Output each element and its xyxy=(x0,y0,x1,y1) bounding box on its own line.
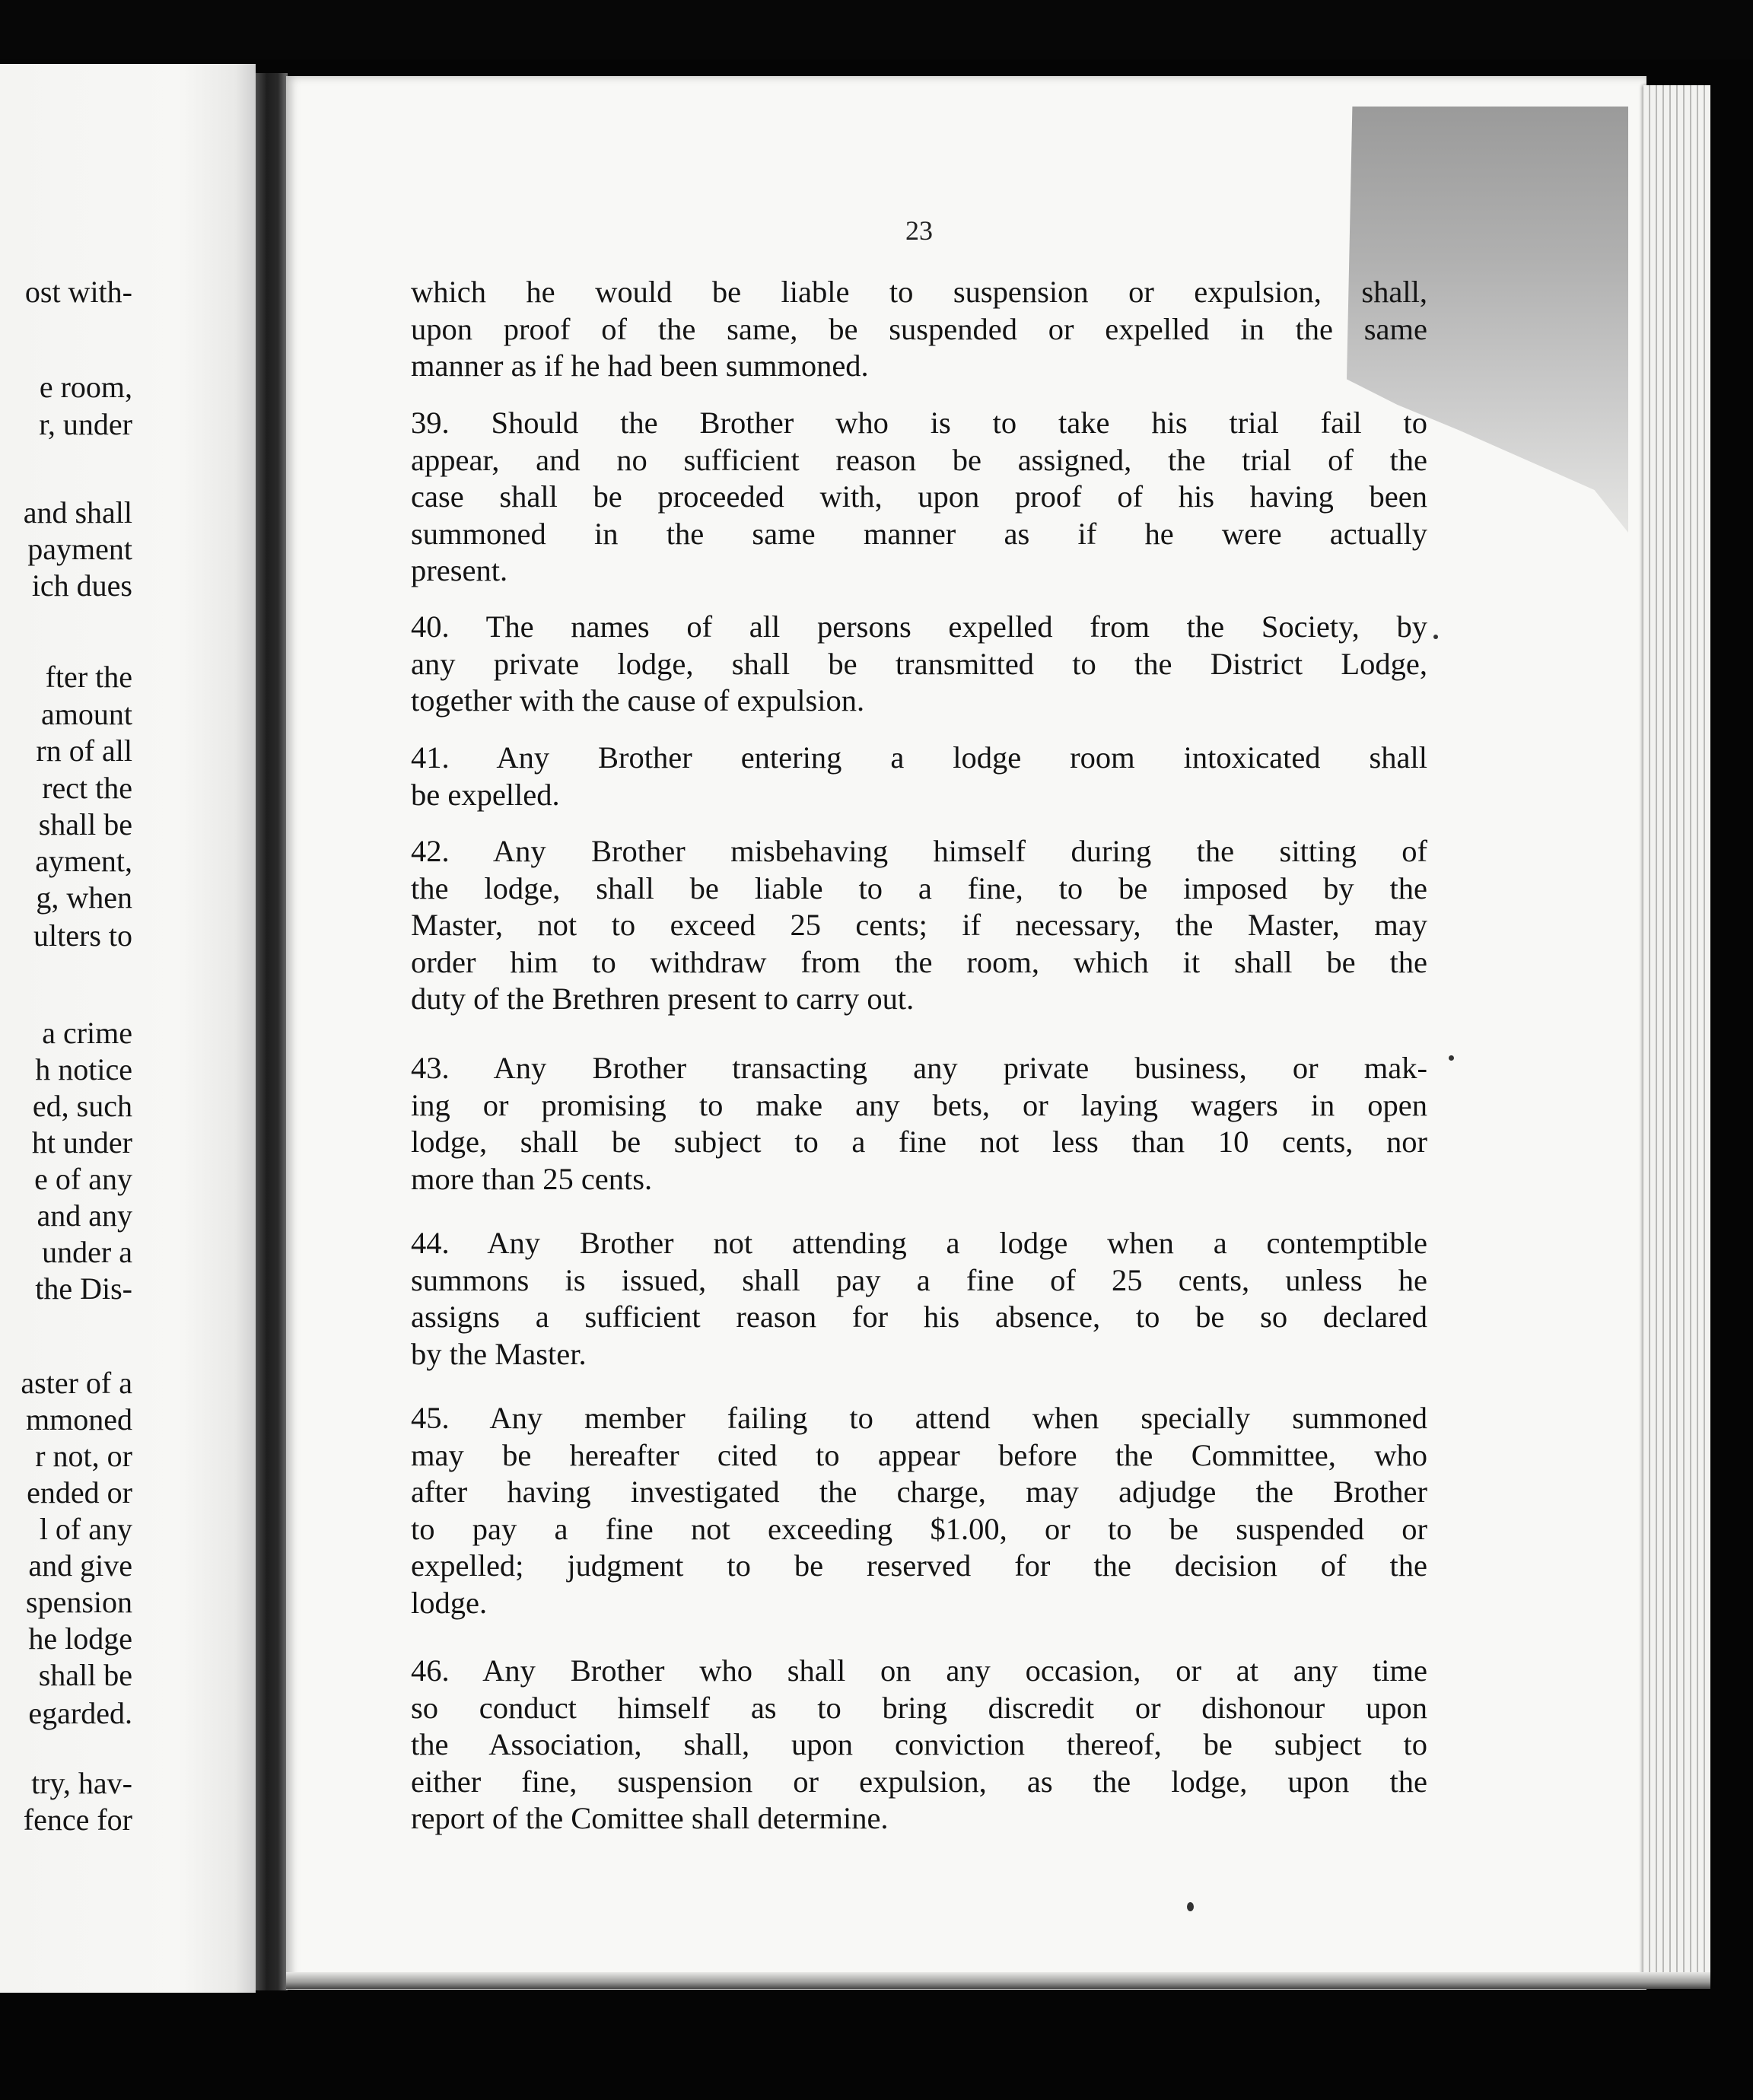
text-line: duty of the Brethren present to carry out. xyxy=(411,982,915,1016)
text-line: more than 25 cents. xyxy=(411,1161,653,1196)
left-page-line: ed, such xyxy=(32,1089,132,1123)
left-page-line: and give xyxy=(28,1548,132,1583)
paragraph-41 xyxy=(411,740,1427,813)
paragraph-continued xyxy=(411,274,1427,385)
text-line: report of the Comittee shall determine. xyxy=(411,1801,889,1835)
text-line: appear, and no sufficient reason be assigned, the trial of the xyxy=(411,442,1427,477)
paragraph-43 xyxy=(411,1050,1427,1198)
text-line: Master, not to exceed 25 cents; if necessary, the Master, may xyxy=(411,908,1427,942)
text-line: together with the cause of expulsion. xyxy=(411,683,865,718)
left-page-line: e room, xyxy=(39,370,132,404)
paragraph-42 xyxy=(411,833,1427,1018)
text-line: present. xyxy=(411,553,508,587)
text-line: 45. Any member failing to attend when specially summoned xyxy=(411,1401,1427,1435)
text-line: assigns a sufficient reason for his absence, to be so declared xyxy=(411,1300,1427,1334)
left-page-line: fter the xyxy=(45,660,132,694)
left-page-line: and any xyxy=(37,1198,132,1233)
text-line: which he would be liable to suspension or expulsion, shall, xyxy=(411,275,1427,309)
left-page-line: r, under xyxy=(39,407,132,441)
text-line: may be hereafter cited to appear before the Committee, who xyxy=(411,1437,1427,1472)
text-line: to pay a fine not exceeding $1.00, or to be suspended or xyxy=(411,1511,1427,1546)
scan-background xyxy=(0,0,1753,59)
text-line: order him to withdraw from the room, which it shall be the xyxy=(411,944,1427,979)
scan-speck xyxy=(1187,1902,1194,1911)
left-page-line: rn of all xyxy=(36,733,132,768)
left-page-line: and shall xyxy=(23,495,132,530)
text-line: either fine, suspension or expulsion, as the lodge, upon the xyxy=(411,1764,1427,1799)
text-line: upon proof of the same, be suspended or expelled in the same xyxy=(411,311,1427,346)
left-page-line: ich dues xyxy=(31,568,132,603)
text-line: the lodge, shall be liable to a fine, to be imposed by the xyxy=(411,870,1427,905)
left-page-line: amount xyxy=(41,697,132,731)
left-page-line: under a xyxy=(42,1235,132,1269)
text-line: the Association, shall, upon conviction thereof, be subject to xyxy=(411,1727,1427,1761)
left-page-line: spension xyxy=(26,1585,132,1619)
paragraph-44 xyxy=(411,1225,1427,1373)
left-page-line: he lodge xyxy=(28,1621,132,1656)
left-page-line: fence for xyxy=(23,1803,132,1837)
text-line: 46. Any Brother who shall on any occasion, or at any time xyxy=(411,1653,1427,1688)
scan-speck xyxy=(1433,635,1438,639)
left-page-line: ended or xyxy=(27,1475,132,1510)
left-page-line: shall be xyxy=(38,807,132,842)
book-gutter xyxy=(256,73,288,1990)
text-line: 44. Any Brother not attending a lodge when a contemptible xyxy=(411,1226,1427,1260)
left-page-line: ulters to xyxy=(33,918,132,953)
left-page-line: a crime xyxy=(42,1016,132,1050)
text-line: ing or promising to make any bets, or laying wagers in open xyxy=(411,1087,1427,1122)
text-line: be expelled. xyxy=(411,777,560,812)
left-page-line: ht under xyxy=(31,1125,132,1160)
left-page-line: g, when xyxy=(36,880,132,915)
text-line: after having investigated the charge, may adjudge the Brother xyxy=(411,1475,1427,1509)
page-number: 23 xyxy=(905,215,933,246)
left-page-line: egarded. xyxy=(28,1696,132,1730)
text-line: lodge, shall be subject to a fine not less than 10 cents, nor xyxy=(411,1125,1427,1159)
page-bottom-edge xyxy=(286,1972,1710,1989)
left-page-line: mmoned xyxy=(26,1402,132,1437)
text-line: lodge. xyxy=(411,1585,488,1620)
left-page-line: ayment, xyxy=(35,844,132,878)
left-page-line: h notice xyxy=(35,1052,132,1087)
left-page-line: the Dis- xyxy=(35,1271,132,1306)
text-line: so conduct himself as to bring discredit or dishonour upon xyxy=(411,1690,1427,1725)
left-page-line: rect the xyxy=(42,771,132,805)
scan-speck xyxy=(1449,1055,1454,1061)
text-line: any private lodge, shall be transmitted to the District Lodge, xyxy=(411,646,1427,681)
left-page-line: l of any xyxy=(39,1512,132,1546)
paragraph-40 xyxy=(411,609,1427,720)
text-line: case shall be proceeded with, upon proof of his having been xyxy=(411,479,1427,514)
left-page-line: payment xyxy=(27,532,132,566)
text-line: summoned in the same manner as if he were actually xyxy=(411,516,1427,551)
text-line: 40. The names of all persons expelled from the Society, by xyxy=(411,609,1427,644)
left-page-line: aster of a xyxy=(21,1366,132,1400)
left-page-line: ost with- xyxy=(24,275,132,309)
left-page xyxy=(0,64,256,1993)
paragraph-46 xyxy=(411,1653,1427,1838)
text-line: 41. Any Brother entering a lodge room intoxicated shall xyxy=(411,740,1427,775)
text-line: summons is issued, shall pay a fine of 25 cents, unless he xyxy=(411,1262,1427,1297)
paragraph-45 xyxy=(411,1400,1427,1621)
text-line: by the Master. xyxy=(411,1336,587,1371)
text-line: manner as if he had been summoned. xyxy=(411,348,869,383)
left-page-line: e of any xyxy=(34,1162,132,1196)
page-edges xyxy=(1643,85,1710,1987)
paragraph-39 xyxy=(411,405,1427,590)
left-page-line: try, hav- xyxy=(31,1766,132,1800)
text-line: 39. Should the Brother who is to take his trial fail to xyxy=(411,406,1427,440)
left-page-line: shall be xyxy=(38,1658,132,1692)
text-line: expelled; judgment to be reserved for the decision of the xyxy=(411,1548,1427,1583)
text-line: 42. Any Brother misbehaving himself during the sitting of xyxy=(411,834,1427,868)
text-line: 43. Any Brother transacting any private business, or mak- xyxy=(411,1051,1427,1085)
left-page-line: r not, or xyxy=(35,1439,132,1473)
